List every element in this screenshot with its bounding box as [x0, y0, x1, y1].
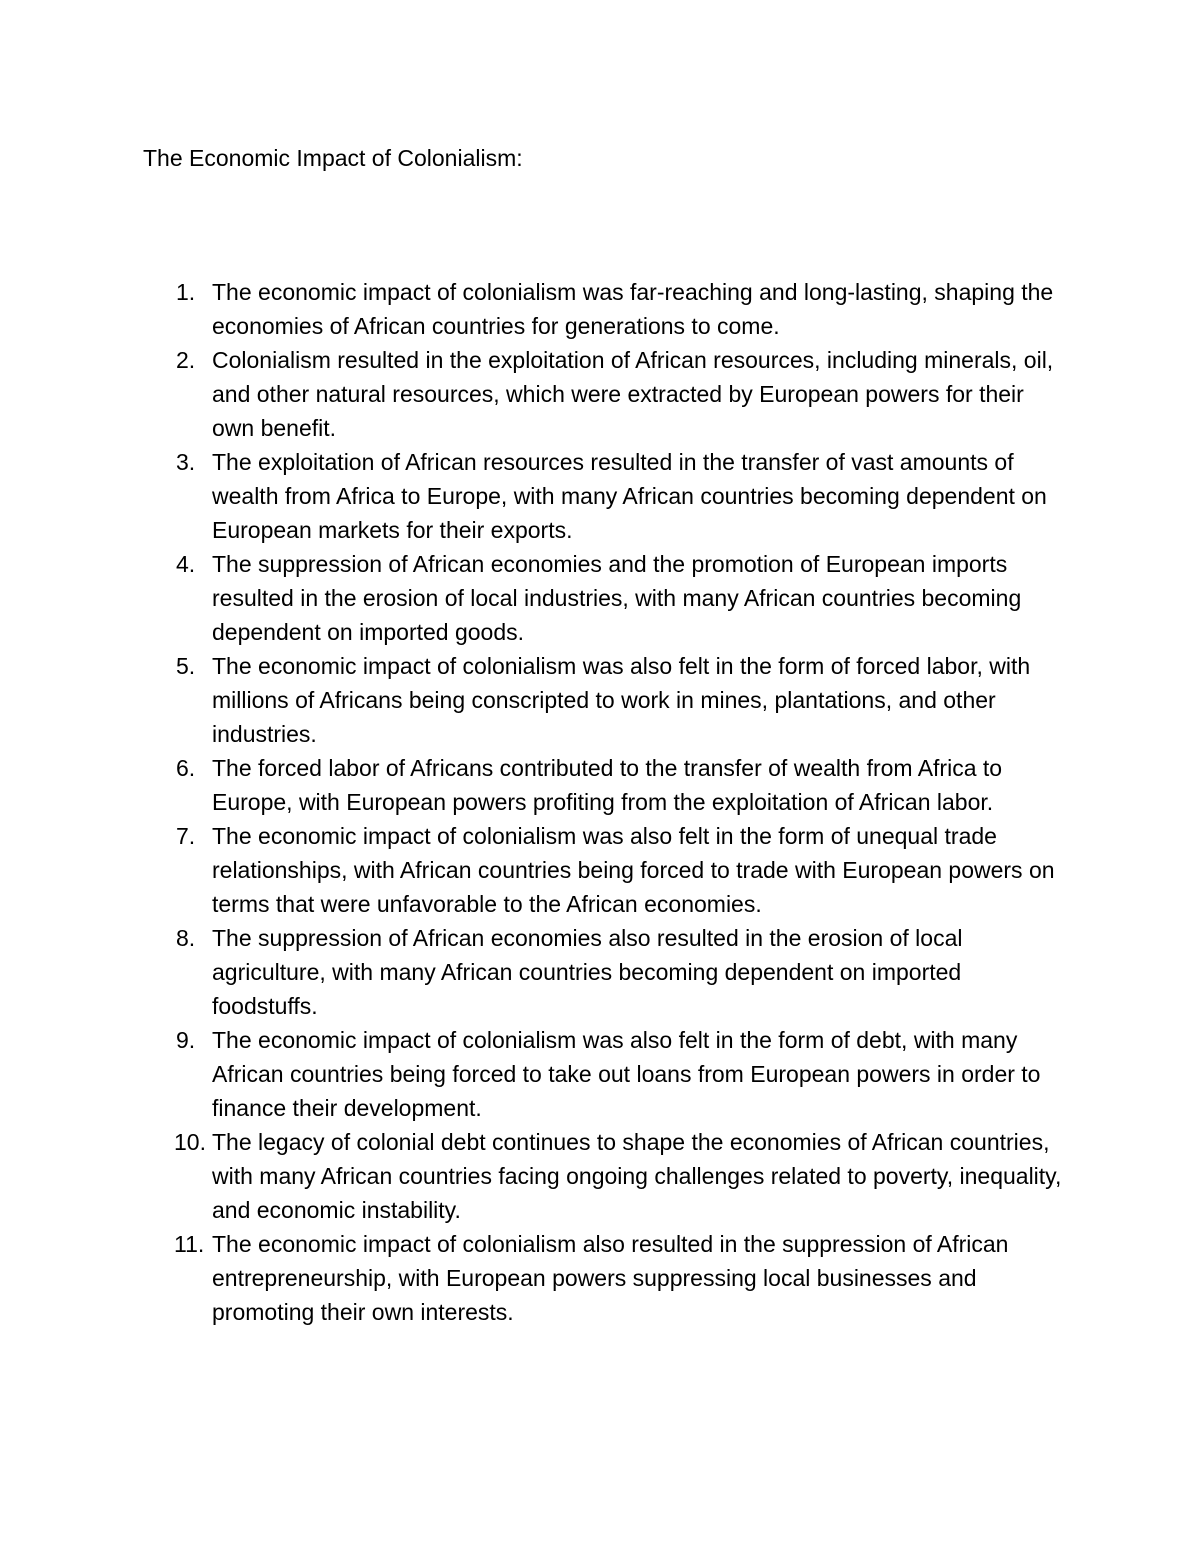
list-item — [0, 819, 1062, 921]
list-item — [0, 1023, 1062, 1125]
list-item — [0, 343, 1062, 445]
list-item-text: The suppression of African economies and the promotion of European imports resulted in the erosion of local industries, with many African countries becoming dependent on imported goods. — [212, 551, 1022, 645]
list-item — [0, 921, 1062, 1023]
list-item-number: 3. — [176, 449, 196, 475]
list-item — [0, 1227, 1062, 1329]
document-title: The Economic Impact of Colonialism: — [143, 145, 523, 171]
list-item-number: 1. — [176, 279, 196, 305]
list-item — [0, 275, 1062, 343]
list-item-number: 5. — [176, 653, 196, 679]
list-item-number: 2. — [176, 347, 196, 373]
list-item — [0, 445, 1062, 547]
list-item-number: 8. — [176, 925, 196, 951]
list-item-number: 7. — [176, 823, 196, 849]
list-item-number: 4. — [176, 551, 196, 577]
list-item-text: The economic impact of colonialism was also felt in the form of debt, with many African countries being forced to take out loans from European powers in order to finance their development. — [212, 1027, 1041, 1121]
list-item-text: The economic impact of colonialism was also felt in the form of forced labor, with millions of Africans being conscripted to work in mines, plantations, and other industries. — [212, 653, 1031, 747]
list-item-text: The forced labor of Africans contributed to the transfer of wealth from Africa to Europe, with European powers profiting from the exploitation of African labor. — [212, 755, 1003, 815]
list-item-text: Colonialism resulted in the exploitation of African resources, including minerals, oil, and other natural resources, which were extracted by European powers for their own benefit. — [212, 347, 1054, 441]
list-item-text: The legacy of colonial debt continues to shape the economies of African countries, with many African countries facing ongoing challenges related to poverty, inequality, and economic instability. — [212, 1129, 1062, 1223]
list-item-number: 11. — [174, 1231, 205, 1257]
list-item-text: The suppression of African economies also resulted in the erosion of local agriculture, with many African countries becoming dependent on imported foodstuffs. — [212, 925, 963, 1019]
list-item — [0, 751, 1062, 819]
list-item-number: 10. — [174, 1129, 206, 1155]
list-item-text: The exploitation of African resources resulted in the transfer of vast amounts of wealth from Africa to Europe, with many African countries becoming dependent on European markets for their exports. — [212, 449, 1047, 543]
list-item-text: The economic impact of colonialism was also felt in the form of unequal trade relationships, with African countries being forced to trade with European powers on terms that were unfavorable to the African economies. — [212, 823, 1055, 917]
list-item-number: 6. — [176, 755, 196, 781]
list-item — [0, 649, 1062, 751]
list-item — [0, 1125, 1062, 1227]
list-item-number: 9. — [176, 1027, 196, 1053]
numbered-list — [0, 275, 1200, 1329]
list-item-text: The economic impact of colonialism also resulted in the suppression of African entrepreneurship, with European powers suppressing local businesses and promoting their own interests. — [212, 1231, 1009, 1325]
list-item — [0, 547, 1062, 649]
list-item-text: The economic impact of colonialism was far-reaching and long-lasting, shaping the economies of African countries for generations to come. — [212, 279, 1054, 339]
